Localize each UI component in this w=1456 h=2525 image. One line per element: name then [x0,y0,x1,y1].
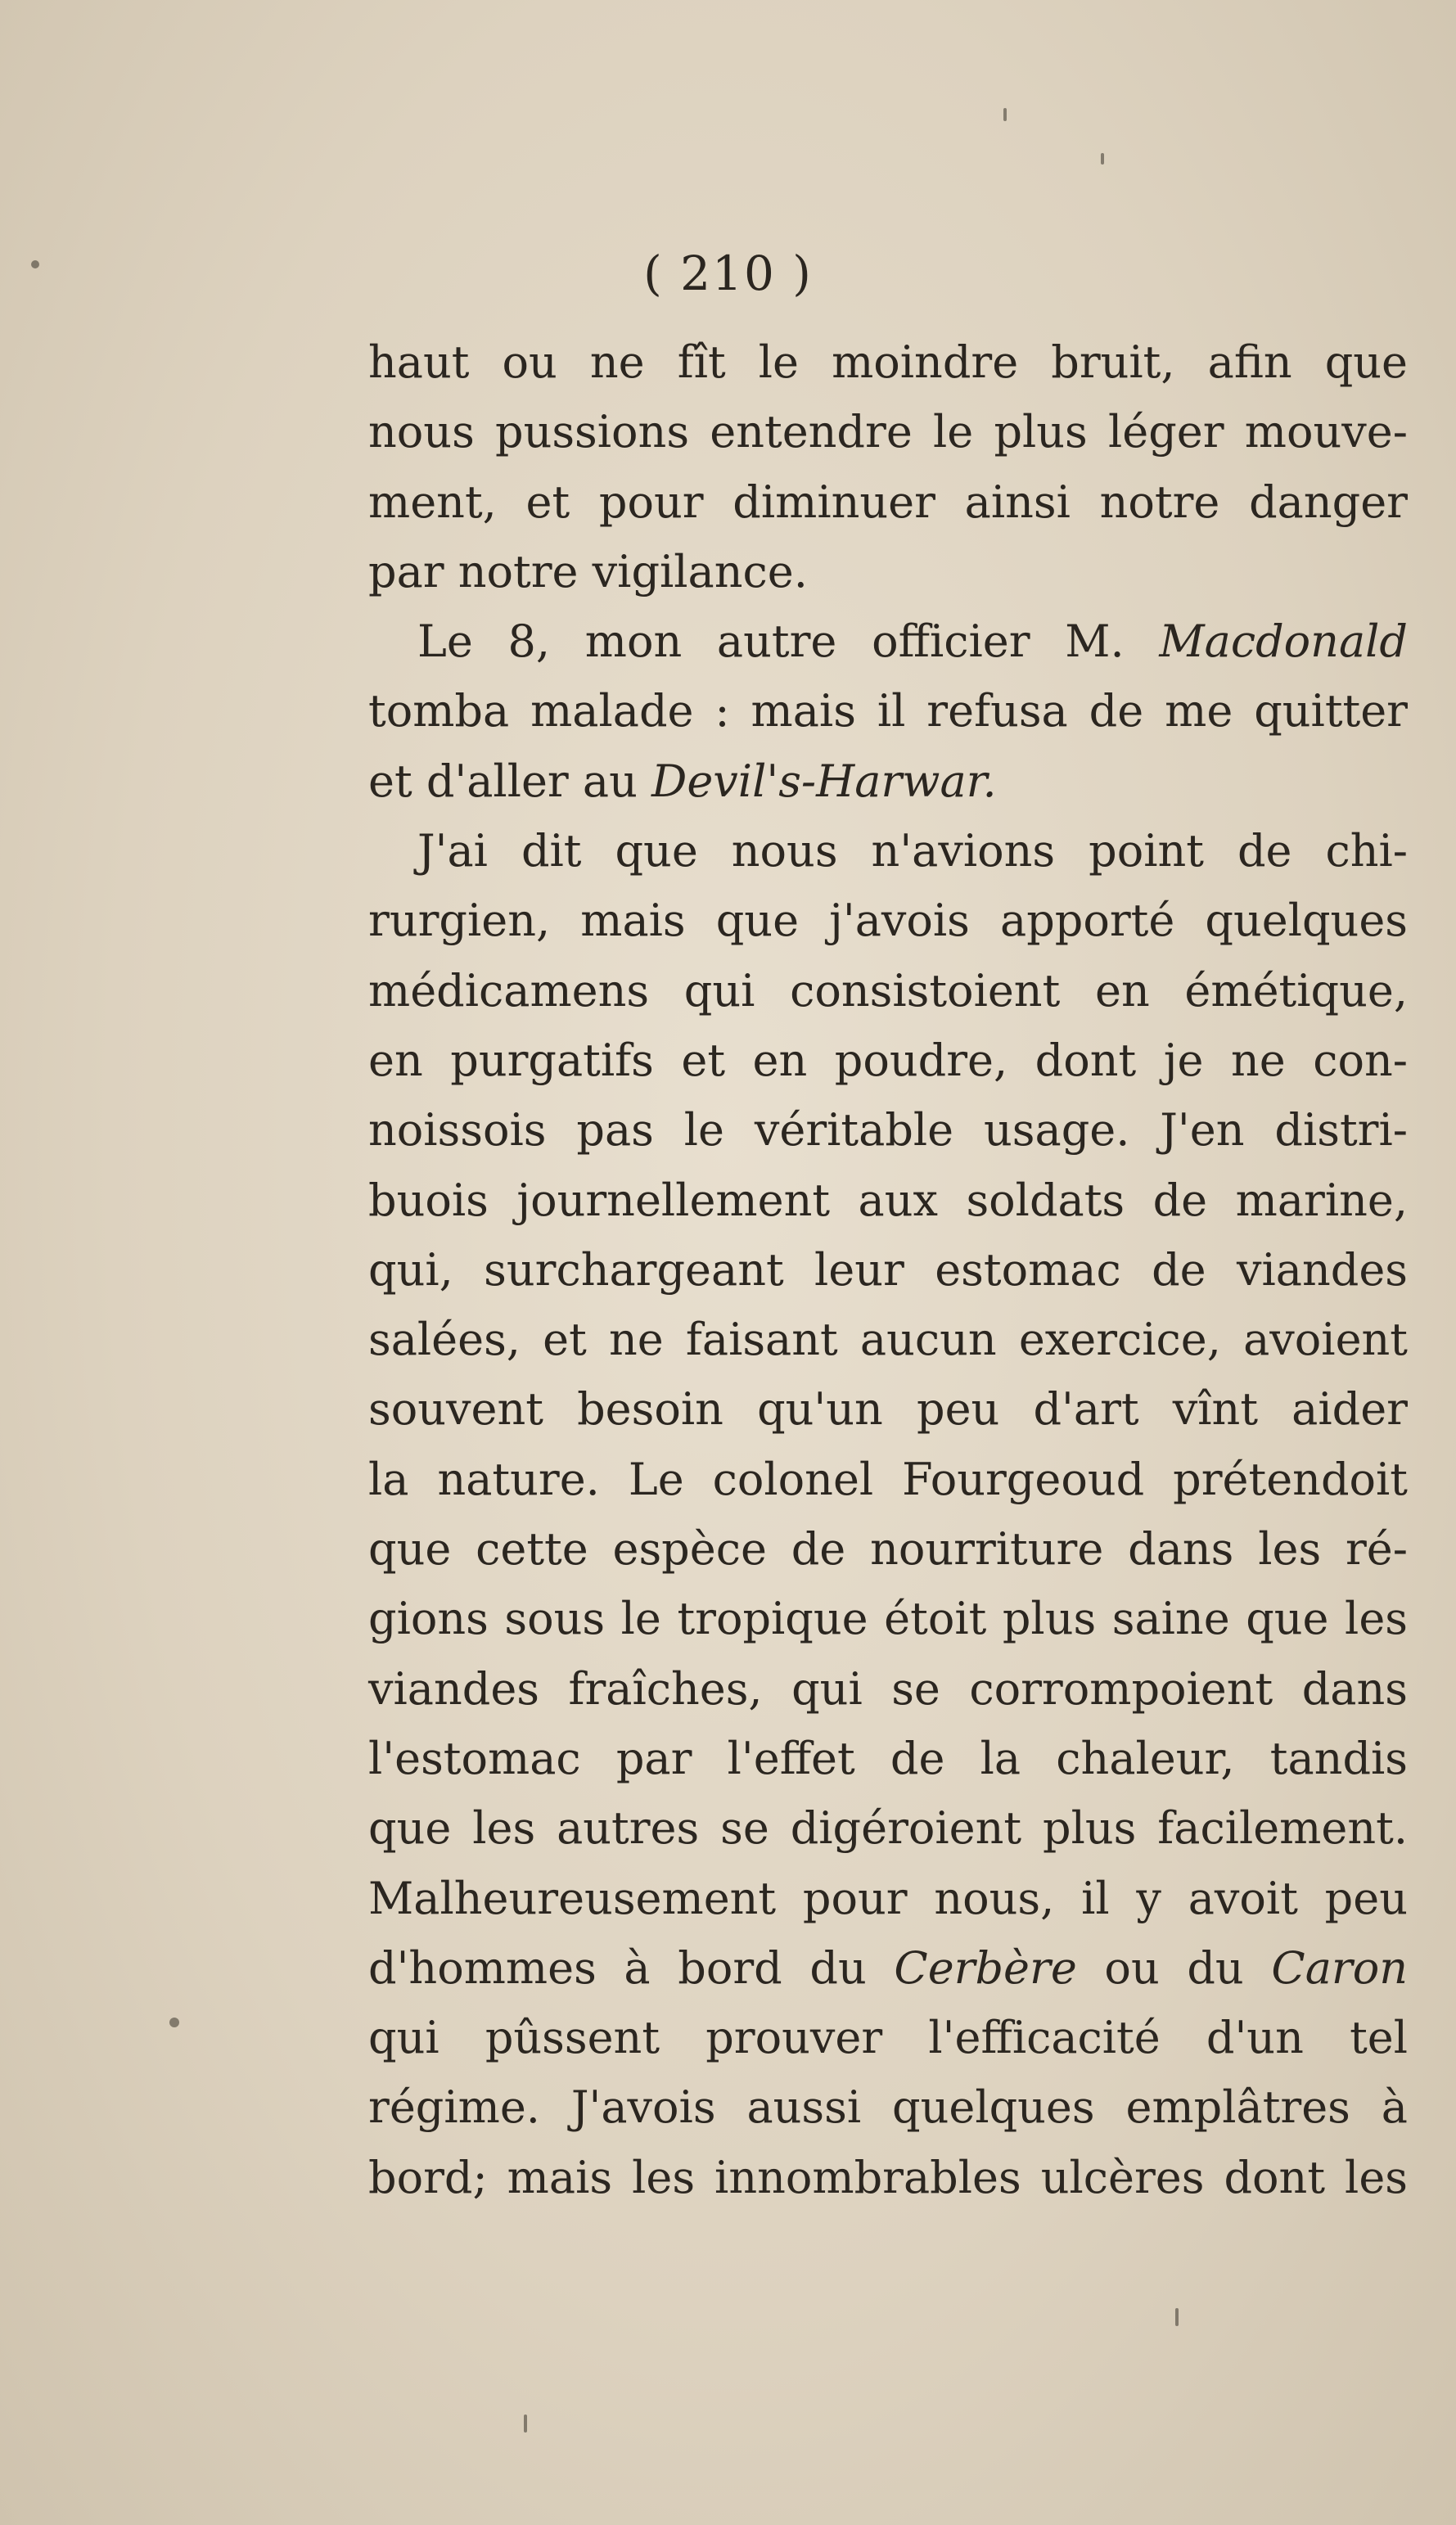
text-segment: la nature. Le colonel Fourgeoud prétendoit [368,1453,1408,1505]
text-segment: gions sous le tropique étoit plus saine que les [368,1593,1408,1645]
text-line [368,2072,1408,2142]
text-line [368,816,1408,886]
text-segment: médicamens qui consistoient en émétique, [368,964,1408,1017]
text-line [368,1724,1408,1793]
text-line [368,886,1408,955]
text-segment: bord; mais les innombrables ulcères dont les [368,2151,1408,2203]
text-line [368,1654,1408,1724]
ink-speck [169,2018,179,2027]
text-line [368,676,1408,746]
text-segment: J'ai dit que nous n'avions point de chi- [417,825,1408,877]
text-line [368,956,1408,1026]
text-line [368,1933,1408,2003]
text-line [368,1305,1408,1374]
text-line [368,2003,1408,2072]
italic-text: Devil's-Harwar. [651,755,997,807]
text-line [368,1095,1408,1165]
text-segment: Malheureusement pour nous, il y avoit peu [368,1872,1408,1924]
text-line [368,1026,1408,1095]
text-line [368,537,1408,606]
text-segment: viandes fraîches, qui se corrompoient dans [368,1662,1408,1715]
text-line [368,1374,1408,1444]
text-segment: Le 8, mon autre officier M. [417,615,1160,668]
italic-text: Macdonald [1159,615,1408,668]
ink-speck [1101,153,1104,165]
text-segment: nous pussions entendre le plus léger mouve- [368,406,1408,458]
text-segment: ment, et pour diminuer ainsi notre danger [368,476,1408,528]
text-segment: et d'aller au [368,755,652,807]
text-segment: que les autres se digéroient plus facilement. [368,1802,1408,1855]
text-segment: rurgien, mais que j'avois apporté quelques [368,895,1408,947]
italic-text: Cerbère [894,1941,1077,1994]
page-number: ( 210 ) [643,246,813,301]
text-segment: ou du [1076,1941,1272,1994]
text-segment: noissois pas le véritable usage. J'en distri- [368,1104,1408,1157]
text-line [368,1584,1408,1653]
italic-text: Caron [1271,1941,1408,1994]
body-text [368,327,1408,2212]
text-segment: qui pûssent prouver l'efficacité d'un tel [368,2012,1408,2064]
text-line [368,1864,1408,1933]
text-line [368,467,1408,537]
text-segment: par notre vigilance. [368,545,808,597]
text-line [368,1235,1408,1305]
text-line [368,2143,1408,2212]
text-segment: qui, surchargeant leur estomac de viandes [368,1243,1408,1296]
text-segment: en purgatifs et en poudre, dont je ne con- [368,1034,1408,1086]
ink-speck [524,2415,527,2433]
text-line [368,606,1408,676]
text-segment: haut ou ne fît le moindre bruit, afin que [368,336,1408,388]
text-line [368,397,1408,467]
text-line [368,1166,1408,1235]
text-line [368,1793,1408,1863]
ink-speck [1003,108,1007,121]
text-line [368,327,1408,397]
text-segment: d'hommes à bord du [368,1941,895,1994]
text-segment: salées, et ne faisant aucun exercice, avoient [368,1314,1408,1366]
text-segment: souvent besoin qu'un peu d'art vînt aider [368,1383,1408,1436]
text-line [368,1514,1408,1584]
ink-speck [1175,2308,1179,2326]
text-segment: tomba malade : mais il refusa de me quitter [368,685,1408,737]
text-segment: l'estomac par l'effet de la chaleur, tandis [368,1732,1408,1784]
text-segment: buois journellement aux soldats de marine, [368,1174,1408,1226]
text-line [368,746,1408,816]
text-segment: que cette espèce de nourriture dans les ré- [368,1523,1408,1576]
text-line [368,1445,1408,1514]
text-segment: régime. J'avois aussi quelques emplâtres à [368,2081,1408,2134]
